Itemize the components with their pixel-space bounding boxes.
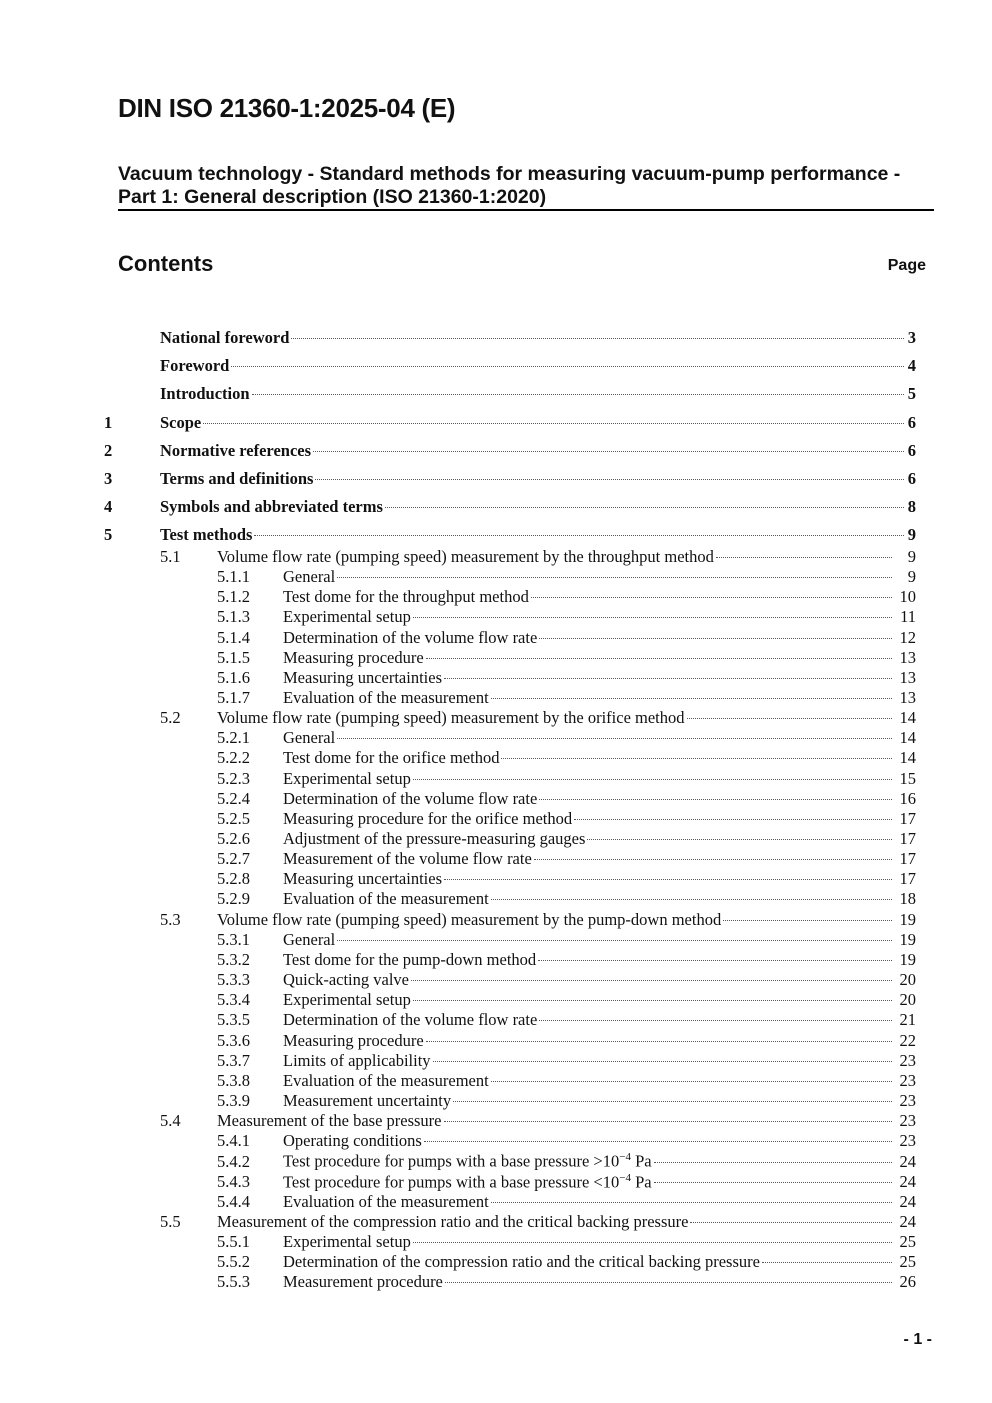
toc-entry-title-text: Test procedure for pumps with a base pressure <10: [283, 1172, 620, 1192]
toc-entry[interactable]: [217, 1252, 916, 1272]
toc-entry-page: 23: [899, 1131, 916, 1151]
toc-entry-page: 14: [899, 708, 916, 728]
toc-entry[interactable]: [217, 567, 916, 587]
toc-entry-title-text: Measurement uncertainty: [283, 1090, 452, 1110]
toc-entry-page: 24: [899, 1172, 916, 1192]
toc-entry-title-text: Measurement procedure: [283, 1272, 443, 1292]
toc-entry-page: 9: [907, 546, 916, 566]
toc-entry-number: 5.3.5: [217, 1010, 250, 1030]
toc-entry-title: [283, 1071, 489, 1091]
toc-entry-page: 18: [899, 889, 916, 909]
toc-entry-page: 17: [899, 849, 916, 869]
toc-entry-page: 13: [899, 647, 916, 667]
toc-entry-unit: Pa: [630, 1151, 652, 1171]
toc-entry-title-text: Experimental setup: [283, 990, 411, 1010]
toc-entry[interactable]: [160, 547, 916, 567]
toc-entry[interactable]: [217, 809, 916, 829]
toc-entry[interactable]: [217, 648, 916, 668]
toc-entry-number: 5: [104, 525, 113, 545]
toc-entry[interactable]: [217, 1232, 916, 1252]
toc-entry[interactable]: [217, 869, 916, 889]
toc-entry-title: [283, 1272, 443, 1292]
toc-entry-number: 5.1.2: [217, 587, 250, 607]
toc-entry-title: [283, 990, 411, 1010]
toc-entry-number: 5.3.1: [217, 929, 250, 949]
toc-dot-leader: [654, 1182, 892, 1183]
toc-entry[interactable]: [217, 1051, 916, 1071]
toc-entry[interactable]: [217, 1031, 916, 1051]
toc-dot-leader: [411, 980, 892, 981]
toc-entry-number: 5.3.3: [217, 970, 250, 990]
toc-entry-title-text: Determination of the volume flow rate: [283, 788, 538, 808]
toc-entry-number: 3: [104, 469, 113, 488]
toc-entry-title-text: Determination of the volume flow rate: [283, 1010, 538, 1030]
toc-entry[interactable]: [104, 384, 916, 406]
toc-entry-title-text: Symbols and abbreviated terms: [160, 497, 383, 517]
toc-entry-title-text: Evaluation of the measurement: [283, 1191, 489, 1211]
toc-entry[interactable]: [217, 688, 916, 708]
toc-entry-number: 5.4.2: [217, 1151, 250, 1171]
toc-dot-leader: [687, 718, 892, 719]
toc-entry-title: [217, 547, 714, 567]
toc-entry-page: 14: [899, 748, 916, 768]
toc-entry-title-text: Quick-acting valve: [283, 970, 409, 990]
toc-entry[interactable]: [217, 829, 916, 849]
toc-entry-title: [283, 1031, 424, 1051]
toc-dot-leader: [385, 507, 904, 508]
toc-entry-title-text: Volume flow rate (pumping speed) measurement by the orifice method: [217, 708, 685, 728]
toc-entry-page: 13: [899, 667, 916, 687]
toc-entry-title-text: General: [283, 728, 336, 748]
toc-entry-number: 5.3.9: [217, 1090, 250, 1110]
toc-entry-title: [283, 970, 409, 990]
toc-entry-title-text: National foreword: [160, 328, 290, 347]
toc-entry-title-text: Limits of applicability: [283, 1050, 431, 1070]
toc-entry-title: [217, 1212, 688, 1232]
toc-dot-leader: [254, 535, 904, 536]
toc-entry[interactable]: [104, 356, 916, 378]
toc-entry-number: 5.2.9: [217, 889, 250, 909]
toc-entry-title-text: Measurement of the volume flow rate: [283, 849, 532, 869]
toc-entry[interactable]: [217, 1272, 916, 1292]
toc-entry-page: 23: [899, 1070, 916, 1090]
toc-entry-number: 5.3.7: [217, 1050, 250, 1070]
toc-entry-title-text: Measuring uncertainties: [283, 869, 442, 889]
toc-dot-leader: [491, 899, 892, 900]
toc-entry-number: 5.1: [160, 546, 181, 566]
toc-entry-title: [283, 1051, 431, 1071]
toc-entry-page: 15: [899, 768, 916, 788]
toc-entry-title: [283, 1232, 411, 1252]
toc-entry-number: 5.3.2: [217, 949, 250, 969]
toc-entry-title: [283, 809, 572, 829]
toc-entry-title: [217, 910, 721, 930]
page-number: - 1 -: [903, 1331, 932, 1348]
toc-entry-title: [283, 829, 585, 849]
toc-entry[interactable]: [217, 930, 916, 950]
toc-entry[interactable]: [104, 441, 916, 463]
toc-entry-title: [160, 497, 383, 517]
toc-entry-title: [160, 413, 201, 433]
toc-entry-title: [283, 688, 489, 708]
toc-dot-leader: [231, 366, 904, 367]
toc-entry[interactable]: [217, 1071, 916, 1091]
toc-entry-number: 5.1.7: [217, 687, 250, 707]
toc-entry-page: 9: [907, 567, 916, 587]
toc-entry-number: 2: [104, 440, 113, 460]
toc-entry-title: [283, 849, 532, 869]
toc-entry-title-text: Determination of the volume flow rate: [283, 627, 538, 647]
toc-dot-leader: [539, 799, 892, 800]
toc-entry-number: 5.1.6: [217, 667, 250, 687]
toc-entry-title-text: Test methods: [160, 525, 253, 545]
toc-dot-leader: [690, 1222, 892, 1223]
toc-dot-leader: [444, 1121, 893, 1122]
toc-entry-number: 5.1.3: [217, 607, 250, 627]
contents-heading: Contents: [118, 251, 214, 276]
toc-entry-number: 5.2.8: [217, 869, 250, 889]
toc-entry-title-text: Volume flow rate (pumping speed) measurement by the throughput method: [217, 546, 714, 566]
toc-entry-page: 19: [899, 909, 916, 929]
toc-entry-page: 10: [899, 587, 916, 607]
toc-entry-title: [283, 1172, 652, 1193]
toc-entry-title-text: General: [283, 929, 336, 949]
toc-entry-title-text: Experimental setup: [283, 768, 411, 788]
toc-entry-title: [160, 384, 250, 404]
toc-dot-leader: [501, 758, 892, 759]
toc-entry-title: [283, 748, 499, 768]
toc-entry-title-text: General: [283, 567, 336, 587]
toc-entry-page: 24: [899, 1191, 916, 1211]
toc-entry-page: 6: [907, 440, 916, 460]
toc-entry-page: 24: [899, 1151, 916, 1171]
toc-dot-leader: [426, 1041, 892, 1042]
toc-entry-number: 5.2.7: [217, 849, 250, 869]
toc-dot-leader: [587, 839, 892, 840]
toc-entry-title-text: Evaluation of the measurement: [283, 1070, 489, 1090]
page-column-label: Page: [887, 257, 926, 274]
toc-dot-leader: [716, 557, 892, 558]
toc-entry-page: 8: [907, 497, 916, 517]
subtitle-line-1: Vacuum technology - Standard methods for measuring vacuum-pump performance -: [118, 163, 901, 185]
toc-entry-title-text: Terms and definitions: [160, 469, 314, 488]
toc-entry[interactable]: [160, 1111, 916, 1131]
toc-dot-leader: [538, 960, 892, 961]
toc-entry-page: 6: [907, 469, 916, 488]
toc-entry-title: [160, 441, 311, 461]
toc-dot-leader: [539, 638, 892, 639]
toc-entry-page: 24: [899, 1211, 916, 1231]
toc-entry-title: [283, 587, 529, 607]
toc-entry[interactable]: [217, 607, 916, 627]
toc-entry-page: 21: [899, 1010, 916, 1030]
toc-dot-leader: [433, 1061, 892, 1062]
toc-dot-leader: [654, 1162, 892, 1163]
subtitle-line-2: Part 1: General description (ISO 21360-1:2020): [118, 186, 547, 208]
toc-entry-number: 5.3.8: [217, 1070, 250, 1090]
toc-entry[interactable]: [104, 525, 916, 547]
toc-entry-title: [217, 708, 685, 728]
toc-entry-page: 17: [899, 869, 916, 889]
toc-dot-leader: [413, 1000, 892, 1001]
toc-entry-title-text: Test dome for the pump-down method: [283, 949, 537, 969]
toc-entry-page: 16: [899, 788, 916, 808]
toc-entry-title-text: Foreword: [160, 356, 230, 376]
toc-entry-number: 5.5.2: [217, 1252, 250, 1272]
toc-entry[interactable]: [217, 1192, 916, 1212]
toc-dot-leader: [252, 394, 904, 395]
toc-entry-page: 26: [899, 1272, 916, 1292]
toc-entry[interactable]: [217, 1091, 916, 1111]
toc-entry[interactable]: [217, 1151, 916, 1171]
toc-entry-title: [160, 525, 252, 545]
toc-entry-exponent: −4: [619, 1151, 631, 1164]
toc-entry-title: [283, 648, 424, 668]
toc-dot-leader: [413, 617, 892, 618]
toc-entry[interactable]: [160, 708, 916, 728]
toc-entry-title-text: Scope: [160, 412, 202, 432]
toc-entry-page: 12: [899, 627, 916, 647]
toc-entry-number: 5.3: [160, 909, 181, 929]
toc-entry-title-text: Measuring uncertainties: [283, 667, 442, 687]
toc-entry-number: 5.5: [160, 1211, 181, 1231]
toc-entry-page: 19: [899, 929, 916, 949]
toc-dot-leader: [445, 1282, 892, 1283]
toc-entry-page: 9: [907, 525, 916, 545]
toc-dot-leader: [534, 859, 892, 860]
toc-entry-title: [283, 1252, 760, 1272]
toc-entry[interactable]: [160, 910, 916, 930]
toc-entry-exponent: −4: [619, 1171, 631, 1184]
toc-dot-leader: [444, 879, 892, 880]
toc-entry-title-text: Experimental setup: [283, 607, 411, 627]
toc-dot-leader: [453, 1101, 892, 1102]
toc-entry-title: [283, 789, 537, 809]
toc-entry-number: 5.5.1: [217, 1232, 250, 1251]
toc-entry-page: 17: [899, 829, 916, 848]
toc-entry-title-text: Test dome for the orifice method: [283, 748, 500, 768]
toc-dot-leader: [491, 1081, 892, 1082]
document-title: DIN ISO 21360-1:2025-04 (E): [118, 93, 456, 123]
toc-entry-title: [283, 1131, 422, 1151]
toc-dot-leader: [337, 577, 892, 578]
toc-dot-leader: [291, 338, 904, 339]
toc-entry-number: 5.5.3: [217, 1272, 250, 1292]
toc-entry-title-text: Measuring procedure: [283, 647, 424, 667]
toc-entry-number: 4: [104, 497, 113, 517]
toc-entry-title: [283, 1010, 537, 1030]
toc-dot-leader: [574, 819, 892, 820]
toc-dot-leader: [337, 738, 892, 739]
toc-entry-title-text: Measurement of the base pressure: [217, 1111, 442, 1131]
toc-entry-page: 23: [899, 1090, 916, 1110]
toc-dot-leader: [491, 1202, 892, 1203]
toc-entry-page: 3: [907, 328, 916, 347]
toc-entry-page: 5: [907, 384, 916, 404]
toc-entry-title-text: Evaluation of the measurement: [283, 687, 489, 707]
toc-entry-page: 19: [899, 949, 916, 969]
toc-entry[interactable]: [217, 990, 916, 1010]
toc-entry-title: [283, 567, 335, 587]
toc-entry-title: [283, 769, 411, 789]
toc-entry[interactable]: [217, 970, 916, 990]
toc-entry-title-text: Test procedure for pumps with a base pressure >10: [283, 1151, 620, 1171]
toc-entry-title-text: Evaluation of the measurement: [283, 889, 489, 909]
toc-dot-leader: [491, 698, 892, 699]
toc-entry-page: 11: [900, 607, 916, 627]
toc-entry-unit: Pa: [630, 1172, 652, 1192]
toc-dot-leader: [723, 920, 892, 921]
toc-entry-number: 5.3.4: [217, 990, 250, 1010]
toc-entry-number: 5.1.4: [217, 627, 250, 647]
toc-entry[interactable]: [217, 587, 916, 607]
toc-entry[interactable]: [104, 413, 916, 435]
toc-entry[interactable]: [217, 628, 916, 648]
toc-entry-number: 5.2.3: [217, 768, 250, 788]
toc-entry-number: 5.2.1: [217, 728, 250, 748]
toc-entry-number: 5.4: [160, 1111, 181, 1131]
toc-entry-title-text: Test dome for the throughput method: [283, 587, 529, 607]
toc-dot-leader: [539, 1020, 892, 1021]
toc-entry-page: 6: [907, 412, 916, 432]
toc-entry-title: [217, 1111, 442, 1131]
toc-entry[interactable]: [160, 1212, 916, 1232]
toc-entry-title-text: Operating conditions: [283, 1131, 422, 1151]
toc-entry[interactable]: [104, 328, 916, 350]
toc-dot-leader: [313, 451, 904, 452]
toc-entry-title-text: Volume flow rate (pumping speed) measurement by the pump-down method: [217, 909, 722, 929]
toc-entry-title-text: Experimental setup: [283, 1232, 411, 1251]
toc-entry[interactable]: [217, 748, 916, 768]
toc-dot-leader: [203, 423, 904, 424]
toc-entry-page: 13: [899, 687, 916, 707]
toc-entry-title-text: Measuring procedure: [283, 1030, 424, 1050]
toc-entry-title: [283, 869, 442, 889]
toc-entry-title-text: Determination of the compression ratio and the critical backing pressure: [283, 1252, 760, 1272]
toc-entry-title: [283, 930, 335, 950]
toc-dot-leader: [762, 1262, 892, 1263]
toc-entry-number: 5.2.6: [217, 829, 250, 848]
toc-entry-number: 1: [104, 412, 113, 432]
toc-entry[interactable]: [217, 1131, 916, 1151]
toc-entry-title: [283, 950, 536, 970]
toc-entry[interactable]: [217, 1010, 916, 1030]
toc-entry[interactable]: [217, 668, 916, 688]
toc-entry-title-text: Normative references: [160, 440, 312, 460]
toc-entry-number: 5.4.4: [217, 1191, 250, 1211]
toc-entry[interactable]: [217, 849, 916, 869]
toc-entry-page: 23: [899, 1111, 916, 1131]
toc-entry-title: [283, 1192, 489, 1212]
toc-entry-title: [283, 607, 411, 627]
toc-entry-title: [160, 469, 313, 489]
toc-entry-title: [283, 628, 537, 648]
toc-entry-title: [283, 1091, 451, 1111]
toc-entry-title-text: Measuring procedure for the orifice method: [283, 808, 573, 828]
toc-dot-leader: [315, 479, 904, 480]
toc-entry-number: 5.1.1: [217, 567, 250, 587]
toc-entry-number: 5.2.2: [217, 748, 250, 768]
toc-entry-page: 20: [899, 970, 916, 990]
toc-entry-title-text: Introduction: [160, 384, 250, 404]
toc-entry-page: 22: [899, 1030, 916, 1050]
toc-dot-leader: [531, 597, 892, 598]
toc-entry[interactable]: [217, 889, 916, 909]
toc-entry-page: 25: [899, 1232, 916, 1251]
toc-entry[interactable]: [217, 728, 916, 748]
toc-entry-title: [283, 728, 335, 748]
toc-entry-page: 4: [907, 356, 916, 376]
toc-dot-leader: [424, 1141, 892, 1142]
toc-entry-number: 5.4.3: [217, 1172, 250, 1192]
toc-entry-page: 17: [899, 808, 916, 828]
toc-entry-number: 5.3.6: [217, 1030, 250, 1050]
toc-entry-page: 14: [899, 728, 916, 748]
toc-entry[interactable]: [104, 469, 916, 491]
toc-entry[interactable]: [104, 497, 916, 519]
toc-entry-number: 5.2.5: [217, 808, 250, 828]
toc-entry-title-text: Measurement of the compression ratio and the critical backing pressure: [217, 1211, 689, 1231]
toc-entry-title: [283, 668, 442, 688]
toc-dot-leader: [444, 678, 892, 679]
toc-entry[interactable]: [217, 789, 916, 809]
toc-entry-page: 20: [899, 990, 916, 1010]
toc-entry[interactable]: [217, 950, 916, 970]
toc-entry-title: [283, 1151, 652, 1172]
toc-entry-number: 5.1.5: [217, 647, 250, 667]
toc-entry-title: [283, 889, 489, 909]
toc-entry-title-text: Adjustment of the pressure-measuring gauges: [283, 829, 586, 848]
toc-entry-title: [160, 356, 229, 376]
toc-entry-number: 5.2: [160, 708, 181, 728]
toc-dot-leader: [413, 779, 892, 780]
toc-entry-page: 23: [899, 1050, 916, 1070]
toc-entry-number: 5.4.1: [217, 1131, 250, 1151]
toc-dot-leader: [337, 940, 892, 941]
toc-entry-title: [160, 328, 289, 348]
toc-dot-leader: [413, 1242, 892, 1243]
toc-entry-page: 25: [899, 1252, 916, 1272]
toc-dot-leader: [426, 658, 892, 659]
toc-entry[interactable]: [217, 769, 916, 789]
toc-entry-number: 5.2.4: [217, 788, 250, 808]
toc-entry[interactable]: [217, 1172, 916, 1192]
